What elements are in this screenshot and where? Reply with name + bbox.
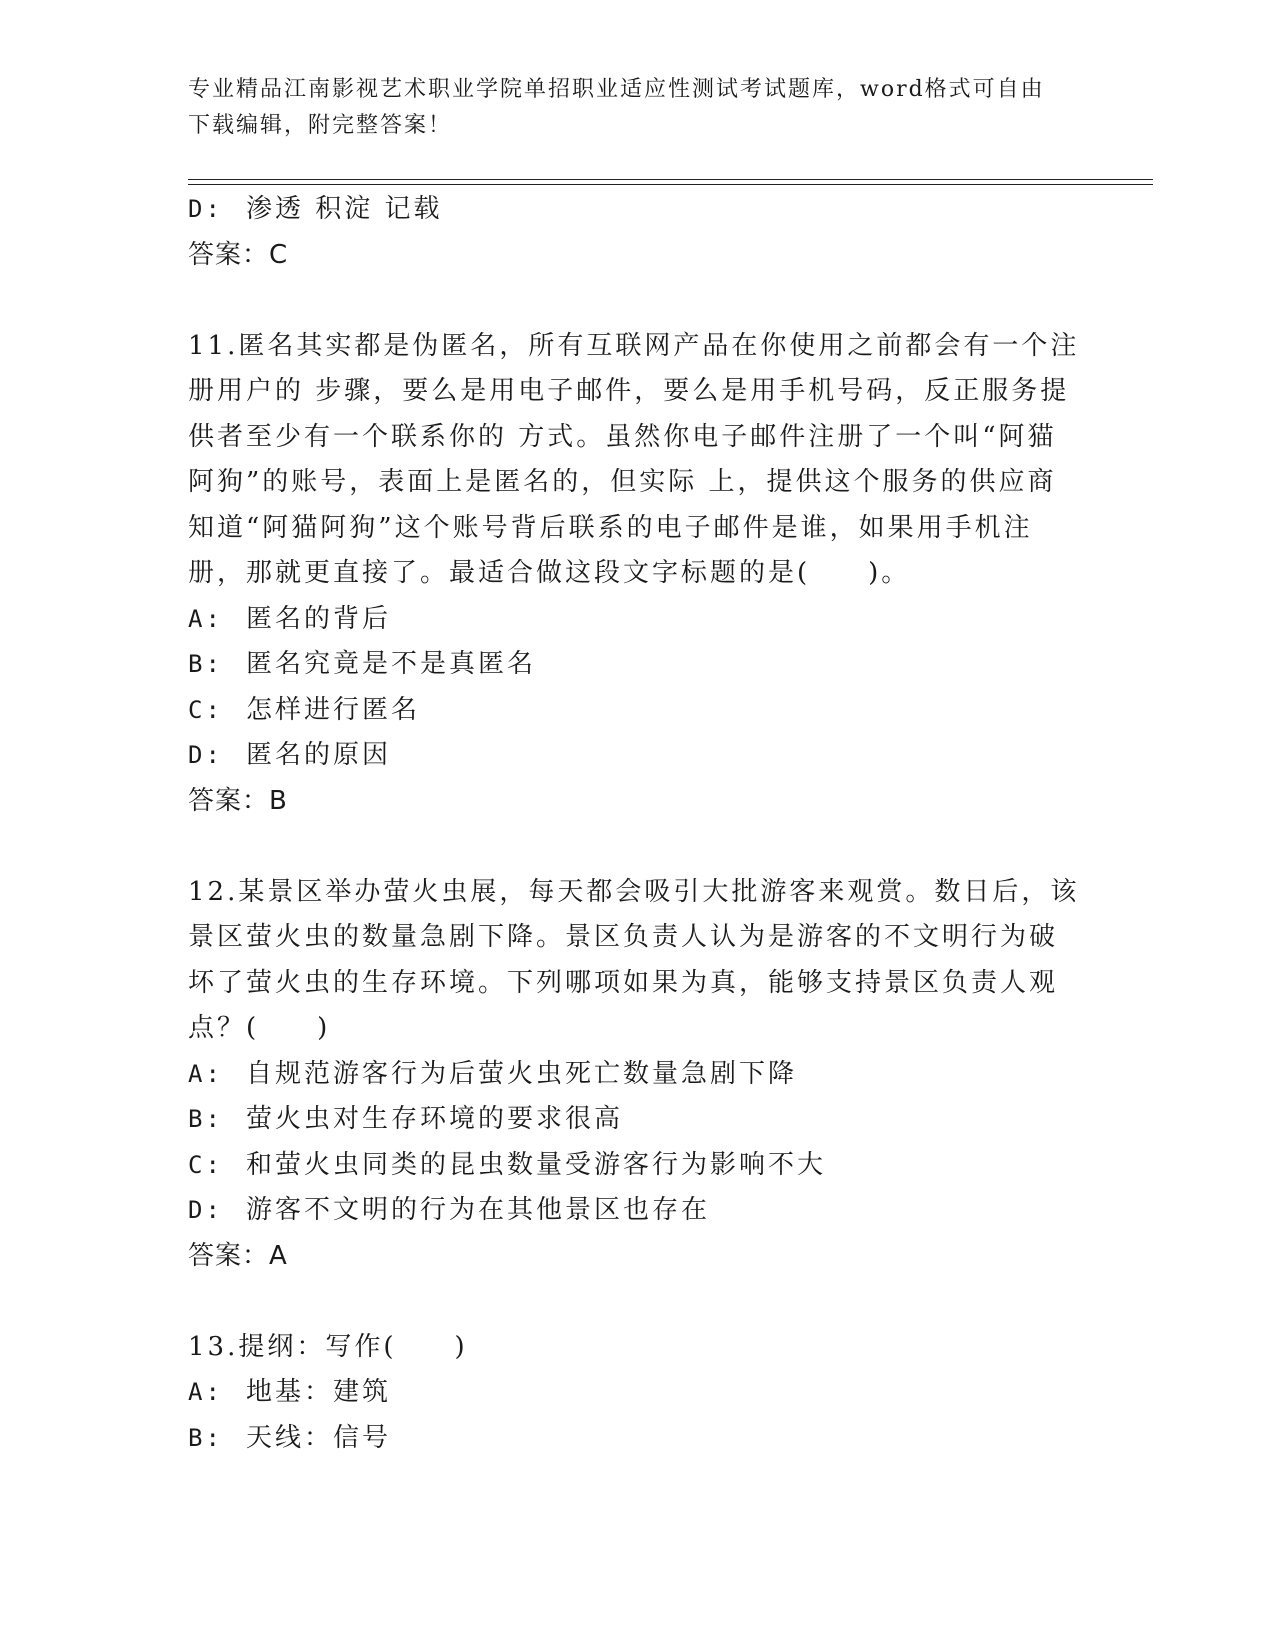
option-key: D: [188, 741, 223, 769]
question-stem-line: 景区萤火虫的数量急剧下降。景区负责人认为是游客的不文明行为破 [188, 922, 1059, 952]
spacer [188, 824, 1088, 870]
answer-line: 答案：A [188, 1240, 288, 1271]
option-text: 匿名究竟是不是真匿名 [246, 649, 537, 679]
option-a [188, 1370, 1088, 1416]
header-divider-top [188, 179, 1153, 180]
question-13 [188, 1325, 1088, 1462]
answer-line: 答案：C [188, 239, 289, 270]
option-text: 自规范游客行为后萤火虫死亡数量急剧下降 [246, 1058, 798, 1089]
option-text: 匿名的背后 [246, 603, 392, 634]
spacer [188, 1279, 1088, 1325]
option-d [188, 1188, 1088, 1234]
question-11 [188, 324, 1088, 825]
question-stem-line: 册，那就更直接了。最适合做这段文字标题的是( )。 [188, 558, 911, 588]
question-stem-line: 知道“阿猫阿狗”这个账号背后联系的电子邮件是谁，如果用手机注 [188, 512, 1033, 543]
question-stem-line: 册用户的 步骤，要么是用电子邮件，要么是用手机号码，反正服务提 [188, 376, 1070, 406]
option-text: 匿名的原因 [246, 740, 392, 770]
answer-line: 答案：B [188, 785, 288, 816]
option-key: B: [188, 1105, 223, 1133]
question-stem-line: 点？( ) [188, 1013, 331, 1043]
option-key: D: [188, 195, 223, 223]
option-d [188, 187, 1088, 233]
header-line-1: 专业精品江南影视艺术职业学院单招职业适应性测试考试题库，word格式可自由 [188, 77, 1045, 102]
option-key: B: [188, 650, 223, 678]
option-key: C: [188, 1150, 223, 1179]
option-b [188, 1416, 1088, 1462]
page-header [188, 72, 1068, 144]
option-text: 渗透 积淀 记载 [246, 194, 443, 224]
header-line-2: 下载编辑，附完整答案！ [188, 113, 453, 138]
option-a [188, 597, 1088, 643]
option-text: 萤火虫对生存环境的要求很高 [246, 1104, 624, 1134]
question-12 [188, 870, 1088, 1280]
option-text: 地基：建筑 [246, 1377, 392, 1407]
question-stem-line: 11.匿名其实都是伪匿名，所有互联网产品在你使用之前都会有一个注 [188, 330, 1080, 361]
option-text: 怎样进行匿名 [246, 694, 421, 725]
option-key: A: [188, 1059, 223, 1088]
question-stem-line: 12.某景区举办萤火虫展，每天都会吸引大批游客来观赏。数日后，该 [188, 876, 1080, 907]
option-key: A: [188, 1378, 223, 1406]
option-c [188, 1143, 1088, 1189]
option-key: D: [188, 1196, 223, 1224]
question-stem-line: 阿狗”的账号，表面上是匿名的，但实际 上，提供这个服务的供应商 [188, 467, 1057, 497]
question-content [188, 187, 1088, 1461]
option-key: A: [188, 604, 223, 633]
option-key: C: [188, 695, 223, 724]
option-key: B: [188, 1423, 223, 1452]
question-stem-line: 13.提纲：写作( ) [188, 1331, 468, 1362]
option-c [188, 688, 1088, 734]
option-b [188, 1097, 1088, 1143]
option-text: 游客不文明的行为在其他景区也存在 [246, 1195, 711, 1225]
option-b [188, 642, 1088, 688]
option-a [188, 1052, 1088, 1098]
option-text: 天线：信号 [246, 1422, 392, 1453]
header-divider-bottom [188, 184, 1153, 185]
question-stem-line: 坏了萤火虫的生存环境。下列哪项如果为真，能够支持景区负责人观 [188, 967, 1059, 998]
option-d [188, 733, 1088, 779]
question-stem-line: 供者至少有一个联系你的 方式。虽然你电子邮件注册了一个叫“阿猫 [188, 421, 1057, 452]
option-text: 和萤火虫同类的昆虫数量受游客行为影响不大 [246, 1149, 827, 1180]
spacer [188, 278, 1088, 324]
